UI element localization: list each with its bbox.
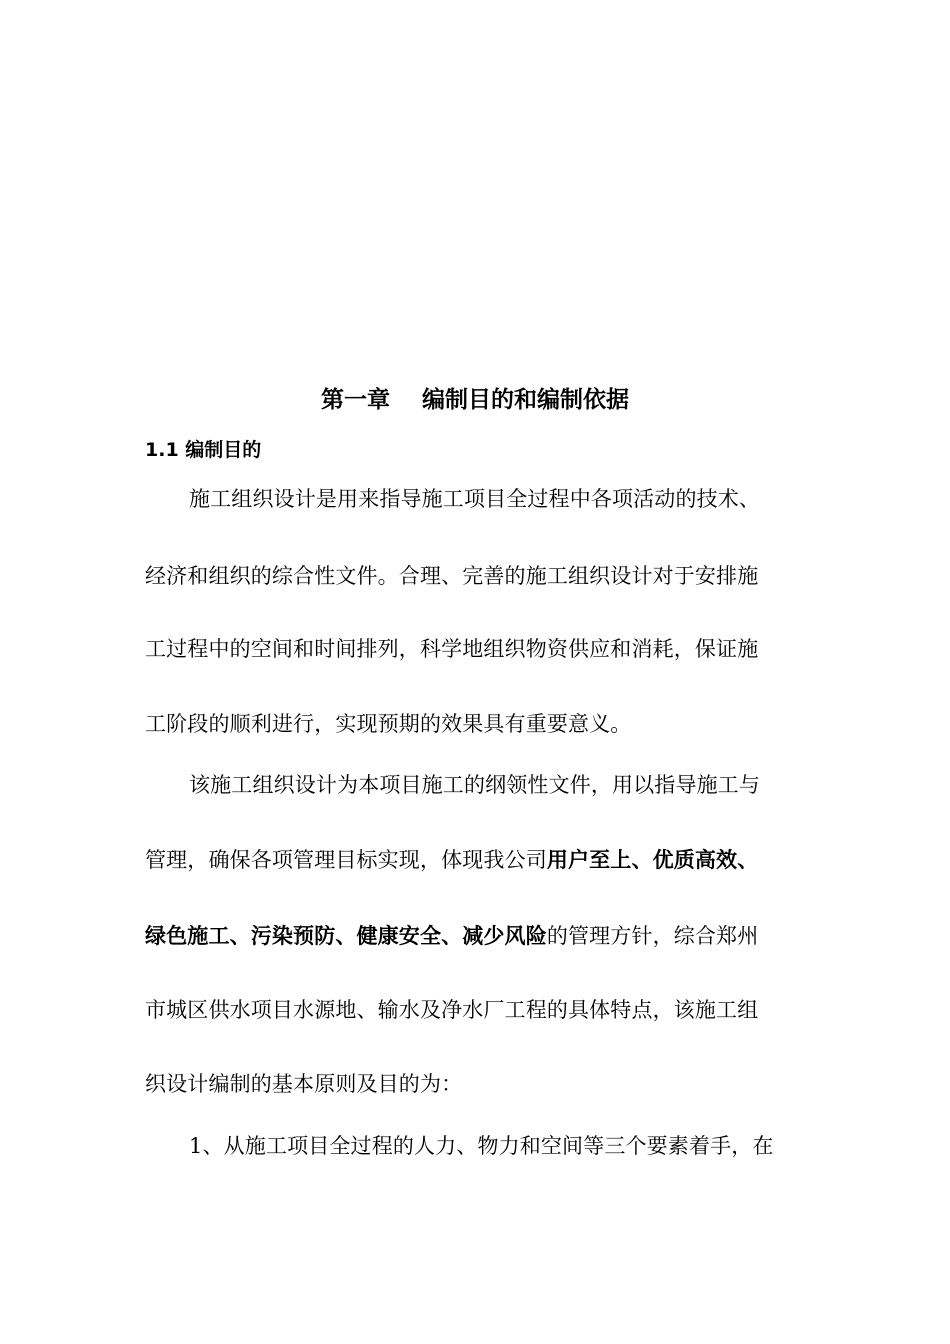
para1-line3: 工过程中的空间和时间排列，科学地组织物资供应和消耗，保证施 — [145, 637, 759, 661]
chapter-title: 第一章 编制目的和编制依据 — [320, 387, 630, 413]
item1-line1: 1、从施工项目全过程的人力、物力和空间等三个要素着手，在 — [189, 1134, 774, 1158]
para2-line3 — [145, 921, 805, 951]
section-title: 1.1 编制目的 — [145, 439, 262, 461]
para1-line4: 工阶段的顺利进行，实现预期的效果具有重要意义。 — [145, 712, 632, 736]
para1-line1: 施工组织设计是用来指导施工项目全过程中各项活动的技术、 — [189, 487, 761, 511]
para2-line4: 市城区供水项目水源地、输水及净水厂工程的具体特点，该施工组 — [145, 998, 759, 1022]
para2-line2-plain: 管理，确保各项管理目标实现，体现我公司 — [145, 848, 547, 872]
para2-line5: 织设计编制的基本原则及目的为： — [145, 1072, 463, 1096]
para2-line1: 该施工组织设计为本项目施工的纲领性文件，用以指导施工与 — [189, 773, 761, 797]
para2-line2 — [145, 845, 805, 875]
para1-line2: 经济和组织的综合性文件。合理、完善的施工组织设计对于安排施 — [145, 564, 759, 588]
para2-line3-plain: 的管理方针，综合郑州 — [546, 924, 759, 948]
para2-line2-bold: 用户至上、优质高效、 — [546, 848, 759, 872]
para2-line3-bold: 绿色施工、污染预防、健康安全、减少风险 — [145, 924, 547, 948]
